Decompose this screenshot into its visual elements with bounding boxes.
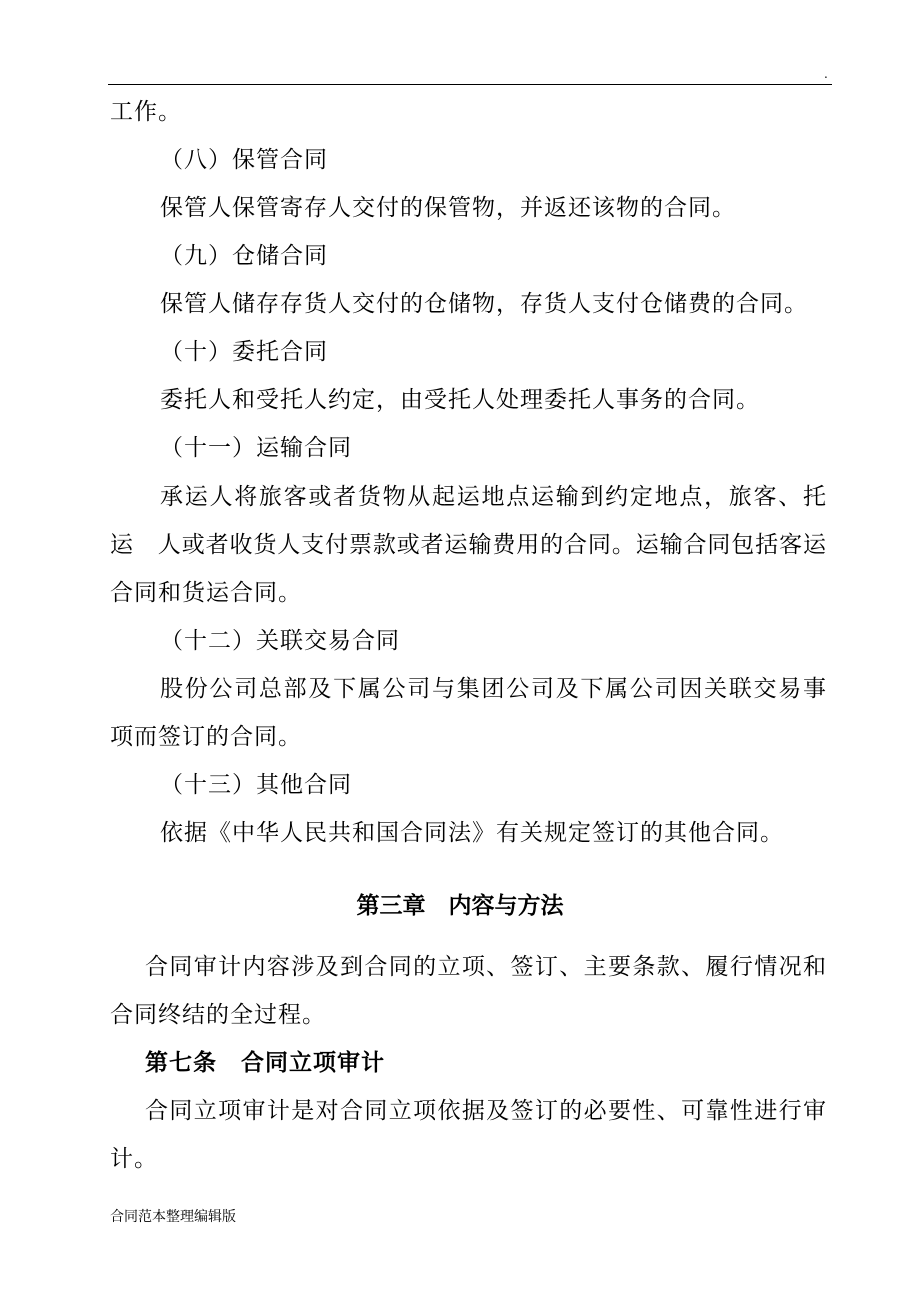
paragraph-line: 依据《中华人民共和国合同法》有关规定签订的其他合同。 bbox=[160, 820, 784, 846]
header-mark: . bbox=[824, 67, 828, 81]
paragraph-line: 承运人将旅客或者货物从起运地点运输到约定地点，旅客、托 bbox=[160, 484, 826, 510]
article-heading: 第七条 合同立项审计 bbox=[145, 1050, 385, 1076]
section-heading-9: （九）仓储合同 bbox=[160, 243, 328, 269]
paragraph-line: 保管人储存存货人交付的仓储物，存货人支付仓储费的合同。 bbox=[160, 291, 808, 317]
section-heading-11: （十一）运输合同 bbox=[160, 435, 352, 461]
section-heading-8: （八）保管合同 bbox=[160, 147, 328, 173]
header-rule bbox=[108, 84, 832, 85]
paragraph-line: 保管人保管寄存人交付的保管物，并返还该物的合同。 bbox=[160, 195, 736, 221]
paragraph-line: 委托人和受托人约定，由受托人处理委托人事务的合同。 bbox=[160, 387, 760, 413]
paragraph-line: 工作。 bbox=[110, 99, 182, 125]
section-heading-12: （十二）关联交易合同 bbox=[160, 628, 400, 654]
paragraph-line: 股份公司总部及下属公司与集团公司及下属公司因关联交易事 bbox=[160, 676, 826, 702]
paragraph-line: 计。 bbox=[110, 1146, 158, 1172]
paragraph-line: 合同和货运合同。 bbox=[110, 580, 302, 606]
footer-text: 合同范本整理编辑版 bbox=[110, 1209, 236, 1225]
chapter-title: 第三章 内容与方法 bbox=[356, 893, 564, 919]
section-heading-13: （十三）其他合同 bbox=[160, 772, 352, 798]
section-heading-10: （十）委托合同 bbox=[160, 339, 328, 365]
paragraph-line: 运 人或者收货人支付票款或者运输费用的合同。运输合同包括客运 bbox=[110, 532, 826, 558]
paragraph-line: 合同立项审计是对合同立项依据及签订的必要性、可靠性进行审 bbox=[145, 1098, 826, 1124]
paragraph-line: 合同终结的全过程。 bbox=[110, 1002, 326, 1028]
paragraph-line: 合同审计内容涉及到合同的立项、签订、主要条款、履行情况和 bbox=[145, 954, 826, 980]
paragraph-line: 项而签订的合同。 bbox=[110, 724, 302, 750]
